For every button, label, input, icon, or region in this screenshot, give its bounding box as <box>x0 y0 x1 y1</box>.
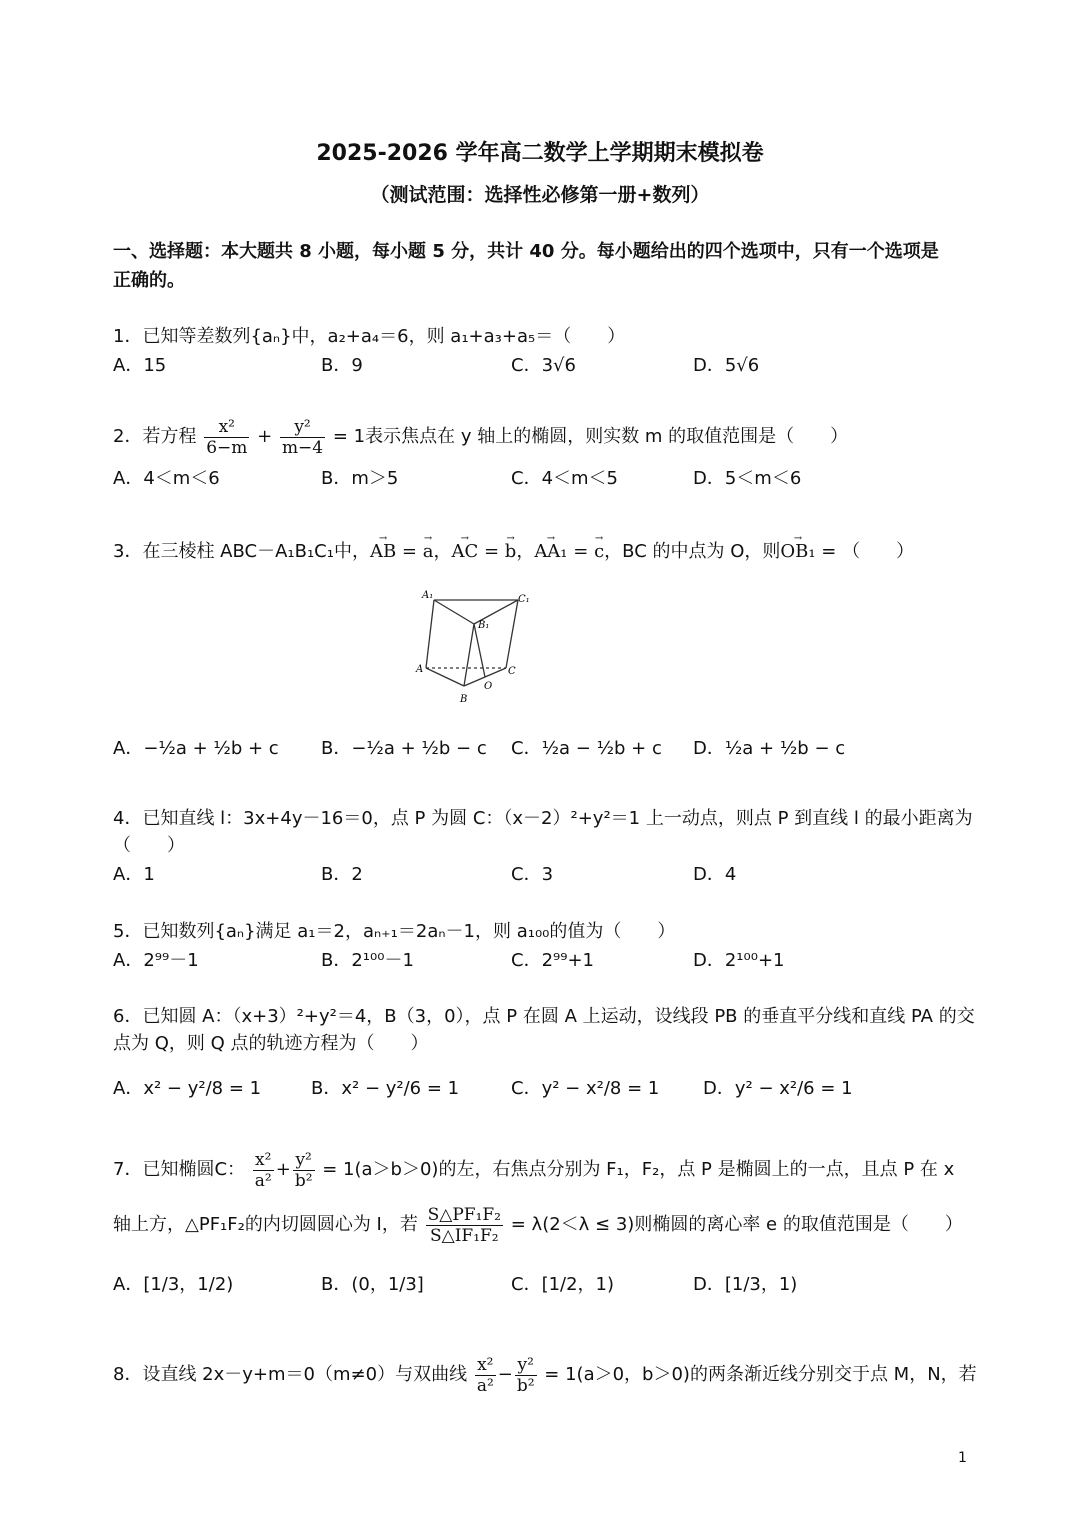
q7-option-c: C．[1/2，1) <box>511 1274 615 1295</box>
q2-option-d: D．5＜m＜6 <box>693 468 802 489</box>
question-5: 5．已知数列{aₙ}满足 a₁＝2，aₙ₊₁＝2aₙ－1，则 a₁₀₀的值为（ ） <box>113 921 676 942</box>
question-4-line2: （ ） <box>113 835 185 856</box>
q1-option-c: C．3√6 <box>511 355 576 376</box>
prism-label-b: B <box>460 694 468 705</box>
q7-option-a: A．[1/3，1/2) <box>113 1274 234 1295</box>
q1-option-a: A．15 <box>113 355 167 376</box>
q3-text-a: 3．在三棱柱 ABC－A₁B₁C₁中， <box>113 541 370 562</box>
q2-f1-den: 6−m <box>206 437 248 458</box>
q4-option-d: D．4 <box>693 864 737 885</box>
section-heading-line1: 一、选择题：本大题共 8 小题，每小题 5 分，共计 40 分。每小题给出的四个选项中，只有一个选项是 <box>113 241 939 262</box>
q3-eq-1: = <box>396 541 423 562</box>
q8-frac-x-num: x² <box>475 1355 496 1376</box>
prism-label-a1: A₁ <box>422 590 434 601</box>
q3-vector-ob1: → OB₁ <box>780 541 815 563</box>
q2-option-a: A．4＜m＜6 <box>113 468 220 489</box>
q3-vector-ac: → AC <box>451 541 478 563</box>
q2-f2-den: m−4 <box>281 437 324 458</box>
section-heading-line2: 正确的。 <box>113 270 185 291</box>
q7-frac-x-den: a² <box>254 1170 272 1191</box>
q7-frac-y-den: b² <box>294 1170 313 1191</box>
prism-label-a: A <box>416 664 424 675</box>
q7-line1-prefix: 7．已知椭圆C： <box>113 1159 246 1180</box>
q7-ratio-den: S△IF₁F₂ <box>429 1225 499 1246</box>
q1-option-b: B．9 <box>321 355 363 376</box>
q4-option-a: A．1 <box>113 864 155 885</box>
q8-frac-y-num: y² <box>515 1355 537 1376</box>
q3-text-b: ，BC 的中点为 O，则 <box>604 541 781 562</box>
q7-option-b: B．(0，1/3] <box>321 1274 424 1295</box>
page-subtitle: （测试范围：选择性必修第一册+数列） <box>370 184 710 206</box>
q6-option-a: A．x² − y²/8 = 1 <box>113 1078 262 1099</box>
q3-option-b: B．−½a + ½b − c <box>321 738 487 759</box>
question-1: 1．已知等差数列{aₙ}中，a₂+a₄＝6，则 a₁+a₃+a₅＝（ ） <box>113 326 626 347</box>
q3-eq-4: = （ ） <box>815 541 915 562</box>
q7-line2-prefix: 轴上方，△PF₁F₂的内切圆圆心为 I，若 <box>113 1214 418 1235</box>
q3-eq-2: = <box>478 541 505 562</box>
q7-frac-x <box>253 1150 274 1191</box>
q3-vector-aa1: → AA₁ <box>534 541 567 563</box>
q4-option-b: B．2 <box>321 864 363 885</box>
q5-option-a: A．2⁹⁹－1 <box>113 950 199 971</box>
question-6-line2: 点为 Q，则 Q 点的轨迹方程为（ ） <box>113 1033 429 1054</box>
q8-suffix: = 1(a＞0，b＞0)的两条渐近线分别交于点 M，N，若 <box>544 1364 977 1385</box>
q2-fraction-2 <box>280 417 325 458</box>
q3-prism-figure <box>414 588 534 706</box>
q2-plus: + <box>257 426 273 447</box>
page-title: 2025-2026 学年高二数学上学期期末模拟卷 <box>316 141 764 166</box>
q6-option-c: C．y² − x²/8 = 1 <box>511 1078 660 1099</box>
question-6-line1: 6．已知圆 A：（x+3）²+y²＝4，B（3，0），点 P 在圆 A 上运动，设线段 PB 的垂直平分线和直线 PA 的交 <box>113 1006 975 1027</box>
question-2 <box>113 412 848 462</box>
q8-frac-x-den: a² <box>476 1375 494 1396</box>
q7-ratio <box>426 1205 503 1246</box>
q7-plus: + <box>275 1159 291 1180</box>
question-3 <box>113 541 914 563</box>
q3-eq-3: = <box>567 541 595 562</box>
prism-label-c: C <box>508 666 516 677</box>
page-number: 1 <box>958 1450 967 1466</box>
q3-option-a: A．−½a + ½b + c <box>113 738 279 759</box>
q3-vector-a: → a <box>423 541 434 563</box>
q5-option-c: C．2⁹⁹+1 <box>511 950 594 971</box>
q3-sep-1: ， <box>433 541 452 562</box>
q4-option-c: C．3 <box>511 864 554 885</box>
question-7-line1 <box>113 1145 954 1195</box>
q1-option-d: D．5√6 <box>693 355 760 376</box>
q2-f1-num: x² <box>204 417 249 438</box>
q3-vector-ab: → AB <box>370 541 396 563</box>
q2-prefix: 2．若方程 <box>113 426 197 447</box>
q3-vector-b: → b <box>505 541 517 563</box>
q8-minus: − <box>497 1364 513 1385</box>
question-4-line1: 4．已知直线 l：3x+4y－16＝0，点 P 为圆 C：（x－2）²+y²＝1 上一动点，则点 P 到直线 l 的最小距离为 <box>113 808 973 829</box>
prism-label-c1: C₁ <box>518 594 530 605</box>
q7-frac-y-num: y² <box>293 1150 315 1171</box>
question-7-line2 <box>113 1200 963 1250</box>
q2-f2-num: y² <box>280 417 325 438</box>
q8-prefix: 8．设直线 2x－y+m＝0（m≠0）与双曲线 <box>113 1364 468 1385</box>
q3-option-c: C．½a − ½b + c <box>511 738 662 759</box>
q2-option-b: B．m＞5 <box>321 468 399 489</box>
q2-suffix: = 1表示焦点在 y 轴上的椭圆，则实数 m 的取值范围是（ ） <box>332 426 849 447</box>
q7-ratio-num: S△PF₁F₂ <box>427 1204 501 1225</box>
q7-line1-suffix: = 1(a＞b＞0)的左，右焦点分别为 F₁，F₂，点 P 是椭圆上的一点，且点 P 在 x <box>322 1159 955 1180</box>
q8-frac-y-den: b² <box>516 1375 535 1396</box>
q2-fraction-1 <box>204 417 249 458</box>
q3-vector-c: → c <box>594 541 604 563</box>
q2-option-c: C．4＜m＜5 <box>511 468 619 489</box>
q7-frac-x-num: x² <box>253 1150 274 1171</box>
q8-frac-x <box>475 1355 496 1396</box>
q5-option-d: D．2¹⁰⁰+1 <box>693 950 785 971</box>
prism-label-o: O <box>484 681 493 692</box>
question-8 <box>113 1350 977 1400</box>
q6-option-d: D．y² − x²/6 = 1 <box>703 1078 853 1099</box>
q8-frac-y <box>515 1355 537 1396</box>
q7-line2-suffix: = λ(2＜λ ≤ 3)则椭圆的离心率 e 的取值范围是（ ） <box>510 1214 963 1235</box>
q5-option-b: B．2¹⁰⁰－1 <box>321 950 414 971</box>
q7-option-d: D．[1/3，1) <box>693 1274 798 1295</box>
q3-option-d: D．½a + ½b − c <box>693 738 846 759</box>
q6-option-b: B．x² − y²/6 = 1 <box>311 1078 460 1099</box>
q3-sep-2: ， <box>516 541 535 562</box>
q7-frac-y <box>293 1150 315 1191</box>
prism-label-b1: B₁ <box>478 620 490 631</box>
